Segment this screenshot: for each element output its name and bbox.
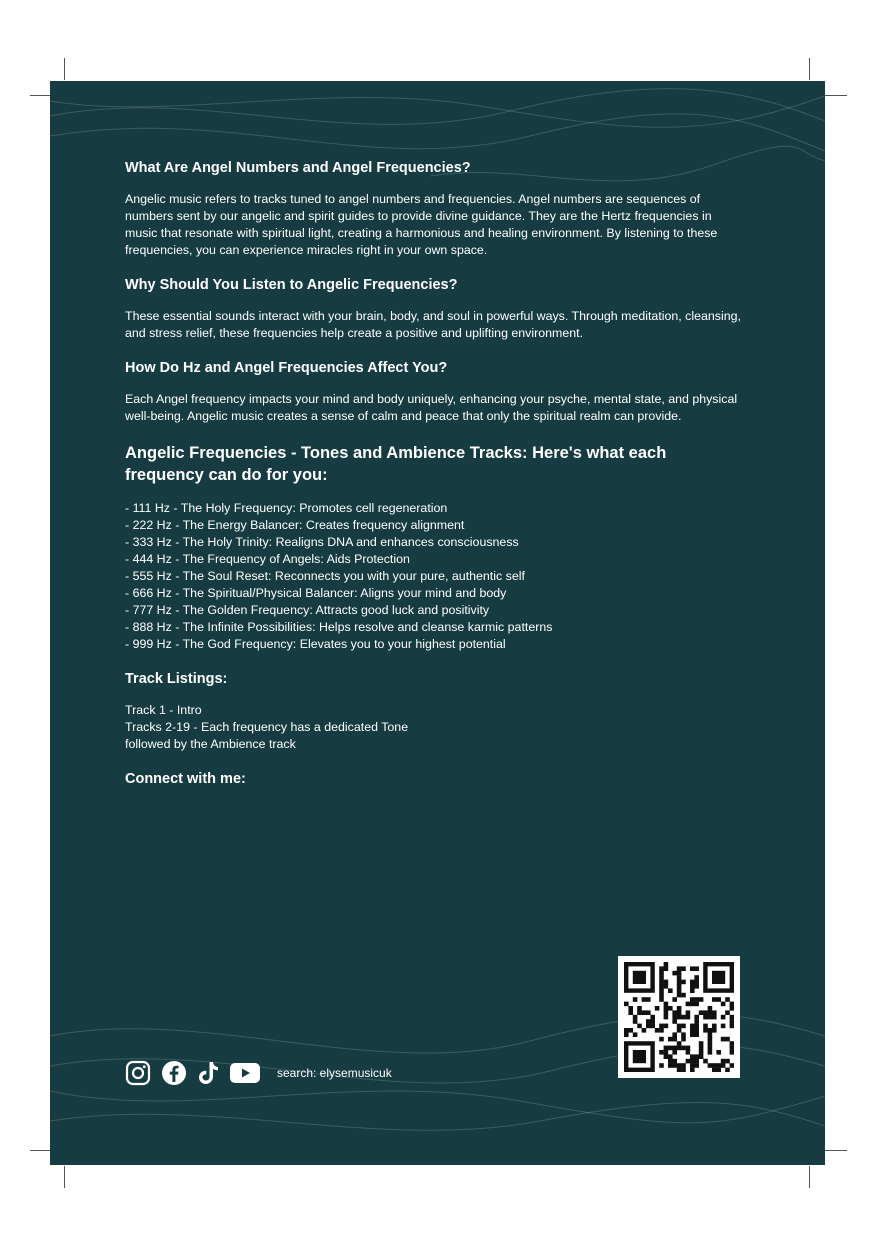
social-row	[125, 1059, 392, 1087]
crop-mark	[64, 1166, 65, 1188]
instagram-icon[interactable]	[125, 1060, 151, 1086]
connect-heading: Connect with me:	[125, 771, 246, 787]
list-item: - 888 Hz - The Infinite Possibilities: Helps resolve and cleanse karmic patterns	[125, 620, 553, 634]
crop-mark	[30, 95, 52, 96]
search-handle: search: elysemusicuk	[277, 1066, 392, 1080]
list-item: - 555 Hz - The Soul Reset: Reconnects you with your pure, authentic self	[125, 569, 525, 583]
flyer-back	[50, 81, 825, 1165]
track-line: followed by the Ambience track	[125, 737, 296, 751]
crop-mark	[825, 1150, 847, 1151]
section-connect	[125, 770, 745, 788]
crop-mark	[64, 58, 65, 80]
list-item: - 333 Hz - The Holy Trinity: Realigns DNA and enhances consciousness	[125, 535, 519, 549]
section-why-listen	[125, 276, 745, 342]
section-tracks	[125, 670, 745, 753]
tiktok-icon[interactable]	[197, 1060, 219, 1086]
crop-mark	[825, 95, 847, 96]
facebook-icon[interactable]	[161, 1060, 187, 1086]
section-body: These essential sounds interact with your brain, body, and soul in powerful ways. Through meditation, cleansing, and stress relief, these frequencies help create a positive and uplifting environment.	[125, 309, 741, 340]
section-heading: Why Should You Listen to Angelic Frequencies?	[125, 277, 458, 293]
qr-code[interactable]	[618, 956, 740, 1078]
crop-mark	[809, 1166, 810, 1188]
tracks-heading: Track Listings:	[125, 671, 228, 687]
section-body: Each Angel frequency impacts your mind and body uniquely, enhancing your psyche, mental state, and physical well-being. Angelic music creates a sense of calm and peace that only the spiritual realm can provide.	[125, 392, 738, 423]
track-line: Tracks 2-19 - Each frequency has a dedicated Tone	[125, 720, 409, 734]
list-item: - 777 Hz - The Golden Frequency: Attracts good luck and positivity	[125, 603, 490, 617]
frequency-list	[125, 500, 745, 653]
frequencies-heading: Angelic Frequencies - Tones and Ambience Tracks: Here's what each frequency can do for you:	[125, 444, 667, 484]
crop-mark	[30, 1150, 52, 1151]
crop-mark	[809, 58, 810, 80]
track-line: Track 1 - Intro	[125, 703, 202, 717]
list-item: - 111 Hz - The Holy Frequency: Promotes cell regeneration	[125, 501, 448, 515]
list-item: - 666 Hz - The Spiritual/Physical Balancer: Aligns your mind and body	[125, 586, 507, 600]
section-how-affect	[125, 359, 745, 425]
list-item: - 999 Hz - The God Frequency: Elevates you to your highest potential	[125, 637, 506, 651]
section-heading: How Do Hz and Angel Frequencies Affect You?	[125, 360, 448, 376]
section-body: Angelic music refers to tracks tuned to angel numbers and frequencies. Angel numbers are sequences of numbers sent by our angelic and spirit guides to provide divine guidance. They are the Hertz frequencies in music that resonate with spiritual light, creating a harmonious and healing environment. By listening to these frequencies, you can experience miracles right in your own space.	[125, 192, 718, 257]
list-item: - 444 Hz - The Frequency of Angels: Aids Protection	[125, 552, 410, 566]
qr-code-image	[624, 962, 734, 1072]
youtube-icon[interactable]	[229, 1061, 261, 1085]
section-heading: What Are Angel Numbers and Angel Frequencies?	[125, 160, 471, 176]
flyer-content	[125, 159, 745, 805]
list-item: - 222 Hz - The Energy Balancer: Creates frequency alignment	[125, 518, 465, 532]
section-angel-numbers	[125, 159, 745, 259]
section-frequencies	[125, 442, 745, 653]
